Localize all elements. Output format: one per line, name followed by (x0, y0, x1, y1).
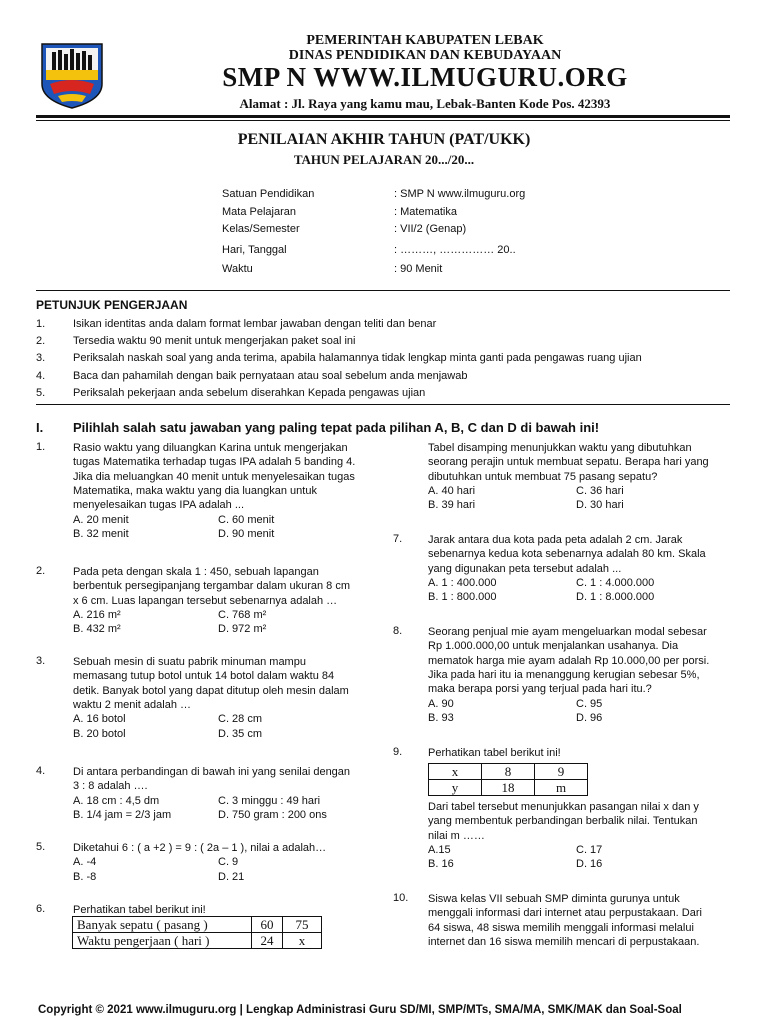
question-text: Sebuah mesin di suatu pabrik minuman mampu (73, 656, 306, 668)
question-text: mematok harga mie ayam adalah Rp 10.000,00 per porsi. (428, 654, 710, 667)
question-text: Diketahui 6 : ( a +2 ) = 9 : ( 2a – 1 ), nilai a adalah… (73, 842, 327, 854)
question-text: sebenarnya kedua kota sebenarnya adalah 80 km. Skala (428, 548, 706, 561)
item-text: Periksalah naskah soal yang anda terima, apabila halamannya tidak lengkap minta ganti pada pengawas ruang ujian (73, 352, 642, 364)
instructions-list (0, 318, 768, 403)
answer-option: B. 20 botol (73, 727, 126, 740)
answer-option: C. 9 (218, 856, 239, 869)
question-text: detik. Banyak botol yang dapat ditutup oleh mesin dalam (73, 684, 349, 697)
question-text: yang digunakan peta tersebut adalah ... (428, 562, 622, 575)
table-cell: 9 (535, 764, 588, 780)
question-text: Rp 1.000.000,00 untuk menjalankan usahanya. Dia (428, 640, 679, 653)
answer-option: C. 95 (576, 697, 603, 710)
answer-option: C. 768 m² (218, 608, 267, 621)
question-text: tugas Matematika terhadap tugas IPA adalah 5 banding 4. (73, 456, 356, 469)
question-text: Dari tabel tersebut menunjukkan pasangan nilai x dan y (428, 801, 699, 813)
question-text: 64 siswa, 48 siswa memilih menggali informasi melalui (428, 921, 694, 934)
item-text: Isikan identitas anda dalam format lembar jawaban dengan teliti dan benar (73, 318, 437, 330)
info-value: : SMP N www.ilmuguru.org (394, 188, 526, 200)
page-footer: Copyright © 2021 www.ilmuguru.org | Lengkap Administrasi Guru SD/MI, SMP/MTs, SMA/MA, SMK/MAK dan Soal-Soal (38, 1004, 682, 1016)
answer-option: A. 20 menit (73, 513, 129, 526)
question-number: 7. (393, 533, 403, 545)
table-cell: 18 (482, 780, 535, 796)
regency-emblem-icon (38, 40, 106, 110)
table-cell: 8 (482, 764, 535, 780)
question-text: seorang perajin untuk membuat sepatu. Berapa hari yang (428, 456, 709, 469)
item-number: 4. (36, 370, 46, 382)
question-text: Pada peta dengan skala 1 : 450, sebuah lapangan (73, 566, 319, 578)
answer-option: A.15 (428, 843, 451, 856)
question-text: x 6 cm. Luas lapangan tersebut sebenarnya adalah … (73, 594, 338, 607)
answer-option: A. 90 (428, 697, 454, 710)
answer-option: A. -4 (73, 856, 97, 869)
answer-option: B. 93 (428, 711, 454, 724)
table-cell: 60 (252, 917, 283, 933)
exam-info (0, 188, 768, 278)
table-cell: x (283, 933, 322, 949)
question-text: 3 : 8 adalah …. (73, 780, 148, 793)
table-row (429, 764, 588, 780)
question-text: menggali informasi dari internet atau perpustakaan. Dari (428, 907, 702, 920)
answer-option: B. 39 hari (428, 499, 476, 512)
info-value: : ………, …………… 20.. (394, 244, 516, 256)
info-label: Satuan Pendidikan (222, 188, 315, 200)
answer-option: B. 1/4 jam = 2/3 jam (73, 808, 172, 821)
answer-option: C. 17 (576, 843, 603, 856)
question-text: menyelesaikan tugas IPA adalah ... (73, 499, 245, 512)
question-text: memasang tutup botol untuk 14 botol dalam waktu 84 (73, 670, 335, 683)
item-number: 5. (36, 387, 46, 399)
question-text: Di antara perbandingan di bawah ini yang senilai dengan (73, 766, 351, 778)
question-number: 10. (393, 892, 409, 904)
question-number: 5. (36, 841, 46, 853)
table-row (73, 917, 322, 933)
question-number: 1. (36, 441, 46, 453)
question-number: 2. (36, 565, 46, 577)
table-cell: m (535, 780, 588, 796)
section-instruction: Pilihlah salah satu jawaban yang paling tepat pada pilihan A, B, C dan D di bawah ini! (73, 420, 600, 435)
header-department: DINAS PENDIDIKAN DAN KEBUDAYAAN (288, 48, 562, 63)
answer-option: D. 750 gram : 200 ons (218, 808, 327, 821)
answer-option: C. 60 menit (218, 513, 275, 526)
answer-option: D. 35 cm (218, 727, 263, 740)
question-number: 8. (393, 625, 403, 637)
question-text: Rasio waktu yang diluangkan Karina untuk mengerjakan (73, 442, 348, 454)
answer-option: D. 96 (576, 711, 603, 724)
table-cell: 24 (252, 933, 283, 949)
info-label: Mata Pelajaran (222, 206, 296, 218)
info-value: : 90 Menit (394, 263, 443, 275)
question-text: Perhatikan tabel berikut ini! (73, 904, 206, 916)
question-text: Perhatikan tabel berikut ini! (428, 747, 561, 759)
item-number: 3. (36, 352, 46, 364)
answer-option: C. 28 cm (218, 713, 263, 726)
info-label: Hari, Tanggal (222, 244, 287, 256)
table-row (73, 933, 322, 949)
answer-option: D. 90 menit (218, 527, 275, 540)
header-address: Alamat : Jl. Raya yang kamu mau, Lebak-Banten Kode Pos. 42393 (239, 96, 611, 111)
answer-option: D. 16 (576, 858, 603, 871)
table-cell: 75 (283, 917, 322, 933)
answer-option: B. 16 (428, 858, 454, 871)
question-text: Jika pada hari itu ia menanggung kerugian sebesar 5%, (428, 668, 700, 681)
answer-option: D. 30 hari (576, 499, 624, 512)
item-text: Baca dan pahamilah dengan baik pernyataan atau soal sebelum anda menjawab (73, 370, 468, 382)
answer-option: A. 216 m² (73, 608, 121, 621)
header-school-name: SMP N WWW.ILMUGURU.ORG (222, 62, 628, 92)
answer-option: B. 32 menit (73, 527, 129, 540)
item-text: Periksalah pekerjaan anda sebelum diserahkan Kepada pengawas ujian (73, 387, 426, 399)
table-row (429, 780, 588, 796)
question-text: dibutuhkan untuk membuat 75 pasang sepatu? (428, 470, 658, 483)
info-value: : Matematika (394, 206, 457, 218)
table-cell: Banyak sepatu ( pasang ) (73, 917, 252, 933)
item-text: Tersedia waktu 90 menit untuk mengerjakan paket soal ini (73, 335, 356, 347)
question-text: internet dan 16 siswa memilih mencari di perpustakaan. (428, 935, 700, 948)
info-label: Waktu (222, 263, 253, 275)
table-cell: Waktu pengerjaan ( hari ) (73, 933, 252, 949)
table-shoes (72, 916, 322, 949)
table-cell: x (429, 764, 482, 780)
answer-option: D. 972 m² (218, 623, 267, 636)
answer-option: C. 36 hari (576, 484, 624, 497)
header-divider-thin (36, 120, 730, 121)
question-text: Matematika, maka waktu yang dia luangkan untuk (73, 484, 317, 497)
answer-option: A. 16 botol (73, 713, 126, 726)
question-text: Seorang penjual mie ayam mengeluarkan modal sebesar (428, 626, 707, 638)
question-text: maka berapa porsi yang terjual pada hari itu.? (428, 683, 652, 696)
answer-option: A. 1 : 400.000 (428, 576, 497, 589)
question-text: nilai m …… (428, 829, 485, 842)
question-number: 6. (36, 903, 46, 915)
question-text: yang membentuk perbandingan berbalik nilai. Tentukan (428, 815, 698, 828)
section-heading (36, 420, 600, 435)
answer-option: A. 40 hari (428, 484, 476, 497)
answer-option: B. -8 (73, 870, 97, 883)
item-number: 1. (36, 318, 46, 330)
answer-option: D. 1 : 8.000.000 (576, 591, 655, 604)
info-value: : VII/2 (Genap) (394, 223, 467, 235)
item-number: 2. (36, 335, 46, 347)
question-text: Siswa kelas VII sebuah SMP diminta gurunya untuk (428, 893, 680, 905)
question-text: Jarak antara dua kota pada peta adalah 2 cm. Jarak (428, 534, 683, 546)
section-number: I. (36, 420, 44, 435)
answer-option: D. 21 (218, 870, 245, 883)
question-text: Jika dia meluangkan 40 menit untuk menyelesaikan tugas (73, 470, 355, 483)
table-xy (428, 763, 588, 796)
question-text: Tabel disamping menunjukkan waktu yang dibutuhkan (428, 442, 692, 454)
table-cell: y (429, 780, 482, 796)
answer-option: B. 1 : 800.000 (428, 591, 497, 604)
exam-year: TAHUN PELAJARAN 20.../20... (293, 152, 475, 167)
question-number: 4. (36, 765, 46, 777)
answer-option: B. 432 m² (73, 623, 121, 636)
header-government: PEMERINTAH KABUPATEN LEBAK (306, 33, 544, 48)
section-divider (36, 290, 730, 291)
section-divider (36, 404, 730, 405)
exam-title: PENILAIAN AKHIR TAHUN (PAT/UKK) (237, 131, 531, 148)
question-number: 3. (36, 655, 46, 667)
question-text: waktu 2 menit adalah … (73, 698, 192, 711)
answer-option: C. 1 : 4.000.000 (576, 576, 655, 589)
question-number: 9. (393, 746, 403, 758)
header-divider-thick (36, 115, 730, 118)
answer-option: A. 18 cm : 4,5 dm (73, 794, 160, 807)
info-label: Kelas/Semester (222, 223, 300, 235)
question-text: berbentuk persegipanjang tergambar dalam ukuran 8 cm (73, 580, 350, 593)
instructions-heading: PETUNJUK PENGERJAAN (36, 298, 188, 312)
answer-option: C. 3 minggu : 49 hari (218, 794, 321, 807)
